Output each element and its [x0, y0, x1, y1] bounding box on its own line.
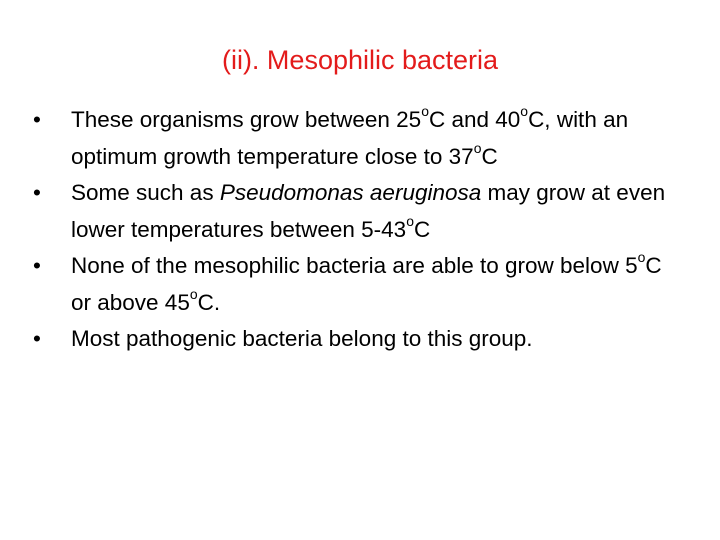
- bullet-text: Some such as: [71, 180, 220, 205]
- bullet-item-temperature-range: [30, 102, 680, 175]
- bullet-item-growth-limits: [30, 248, 680, 321]
- slide-title: (ii). Mesophilic bacteria: [221, 45, 499, 75]
- bullet-text: C: [413, 216, 431, 242]
- bullet-marker: •: [33, 326, 41, 351]
- bullet-list: [30, 102, 680, 358]
- bullet-text: None of the mesophilic bacteria are able to grow below 5: [71, 253, 638, 278]
- bullet-text: C.: [197, 289, 221, 315]
- degree-mark: o: [189, 285, 198, 302]
- bullet-text: C and 40: [428, 107, 521, 132]
- bullet-marker: •: [33, 107, 41, 132]
- bullet-text: Most pathogenic bacteria belong to this group.: [71, 326, 533, 351]
- bullet-text: These organisms grow between 25: [71, 107, 422, 132]
- bullet-item-pathogenic: [30, 321, 680, 358]
- bullet-marker: •: [33, 253, 41, 278]
- degree-mark: o: [520, 103, 529, 120]
- degree-mark: o: [421, 103, 429, 120]
- bullet-text: C: [481, 143, 498, 169]
- bullet-text: C, with an optimum growth temperature close to 37: [71, 107, 629, 169]
- bullet-item-pseudomonas: [30, 175, 680, 248]
- bullet-text: C or above 45: [71, 253, 662, 315]
- bullet-marker: •: [33, 180, 41, 205]
- bullet-text: may grow at even lower temperatures between 5-43: [71, 180, 666, 242]
- degree-mark: o: [473, 139, 482, 156]
- degree-mark: o: [406, 212, 414, 229]
- degree-mark: o: [637, 249, 646, 266]
- species-name: Pseudomonas aeruginosa: [219, 180, 482, 205]
